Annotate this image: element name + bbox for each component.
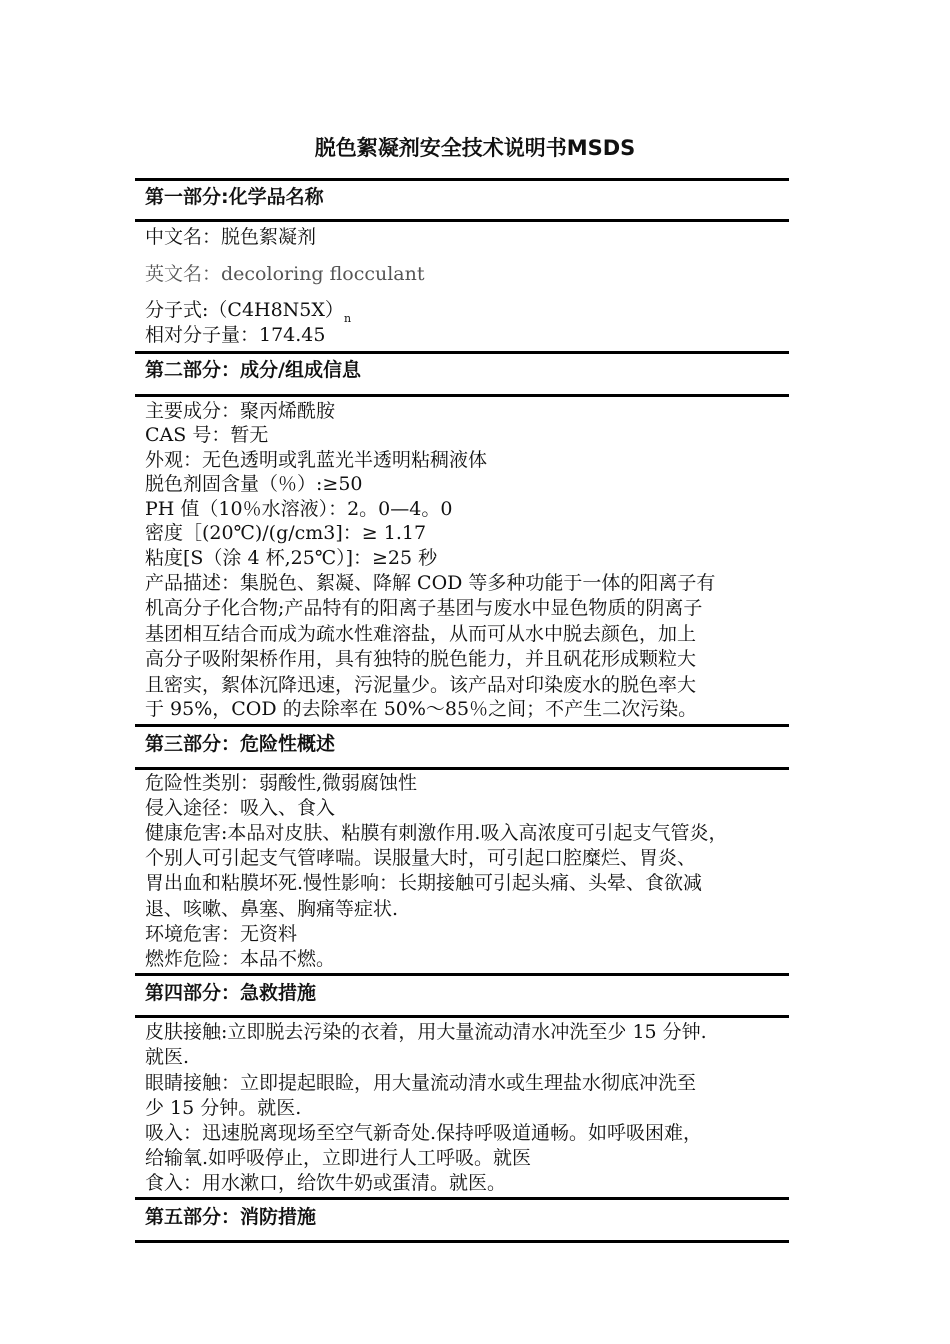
product-description-line: 高分子吸附架桥作用，具有独特的脱色能力，并且矾花形成颗粒大 [145, 648, 697, 670]
composition-line: PH 值（10％水溶液）：2。0—4。0 [145, 498, 453, 520]
english-name: 英文名：decoloring flocculant [145, 263, 425, 285]
composition-line: 粘度[S（涂 4 杯,25℃）]：≥25 秒 [145, 547, 438, 569]
hazard-line: 退、咳嗽、鼻塞、胸痛等症状. [145, 898, 399, 920]
section-1-heading: 第一部分:化学品名称 [145, 186, 324, 208]
chinese-name: 中文名：脱色絮凝剂 [145, 226, 317, 248]
hazard-line: 健康危害:本品对皮肤、粘膜有刺激作用.吸入高浓度可引起支气管炎， [145, 822, 728, 844]
section-2-heading: 第二部分：成分/组成信息 [145, 359, 361, 381]
section-rule [135, 1015, 789, 1018]
hazard-line: 侵入途径：吸入、食入 [145, 797, 336, 819]
section-4-heading: 第四部分：急救措施 [145, 982, 317, 1004]
composition-line: 脱色剂固含量（％）:≥50 [145, 473, 363, 495]
molecular-weight: 相对分子量：174.45 [145, 324, 326, 346]
document-title: 脱色絮凝剂安全技术说明书MSDS [314, 136, 636, 160]
product-description-line: 且密实，絮体沉降迅速，污泥量少。该产品对印染废水的脱色率大 [145, 674, 697, 696]
composition-line: 外观：无色透明或乳蓝光半透明粘稠液体 [145, 449, 488, 471]
section-rule [135, 219, 789, 222]
formula-subscript: n [343, 312, 352, 325]
section-rule [135, 767, 789, 770]
first-aid-line: 少 15 分钟。就医. [145, 1097, 302, 1119]
product-description-line: 于 95%，COD 的去除率在 50%～85％之间；不产生二次污染。 [145, 698, 698, 720]
section-3-heading: 第三部分：危险性概述 [145, 733, 336, 755]
product-description-line: 机高分子化合物;产品特有的阳离子基团与废水中显色物质的阴离子 [145, 597, 703, 619]
molecular-formula-text: 分子式:（C4H8N5X） [145, 299, 344, 321]
product-description-line: 产品描述：集脱色、絮凝、降解 COD 等多种功能于一体的阳离子有 [145, 572, 716, 594]
composition-line: CAS 号：暂无 [145, 424, 269, 446]
hazard-line: 燃炸危险：本品不燃。 [145, 948, 336, 970]
section-rule [135, 724, 789, 727]
section-rule [135, 351, 789, 354]
section-rule [135, 1240, 789, 1243]
section-rule [135, 394, 789, 397]
composition-line: 主要成分：聚丙烯酰胺 [145, 400, 336, 422]
first-aid-line: 食入：用水漱口，给饮牛奶或蛋清。就医。 [145, 1172, 507, 1194]
hazard-line: 环境危害：无资料 [145, 923, 298, 945]
first-aid-line: 眼睛接触：立即提起眼睑，用大量流动清水或生理盐水彻底冲洗至 [145, 1072, 697, 1094]
hazard-line: 胃出血和粘膜坏死.慢性影响：长期接触可引起头痛、头晕、食欲减 [145, 872, 703, 894]
product-description-line: 基团相互结合而成为疏水性难溶盐，从而可从水中脱去颜色，加上 [145, 623, 697, 645]
hazard-line: 危险性类别：弱酸性,微弱腐蚀性 [145, 772, 418, 794]
first-aid-line: 吸入：迅速脱离现场至空气新奇处.保持呼吸道通畅。如呼吸困难， [145, 1122, 703, 1144]
first-aid-line: 给输氧.如呼吸停止，立即进行人工呼吸。就医 [145, 1147, 532, 1169]
hazard-line: 个别人可引起支气管哮喘。误服量大时，可引起口腔糜烂、胃炎、 [145, 847, 697, 869]
section-rule [135, 973, 789, 976]
first-aid-line: 就医. [145, 1046, 190, 1068]
section-rule [135, 1197, 789, 1200]
composition-line: 密度［(20℃)/(g/cm3]：≥ 1.17 [145, 522, 427, 544]
section-rule [135, 178, 789, 181]
section-5-heading: 第五部分：消防措施 [145, 1206, 317, 1228]
first-aid-line: 皮肤接触:立即脱去污染的衣着，用大量流动清水冲洗至少 15 分钟. [145, 1021, 707, 1043]
